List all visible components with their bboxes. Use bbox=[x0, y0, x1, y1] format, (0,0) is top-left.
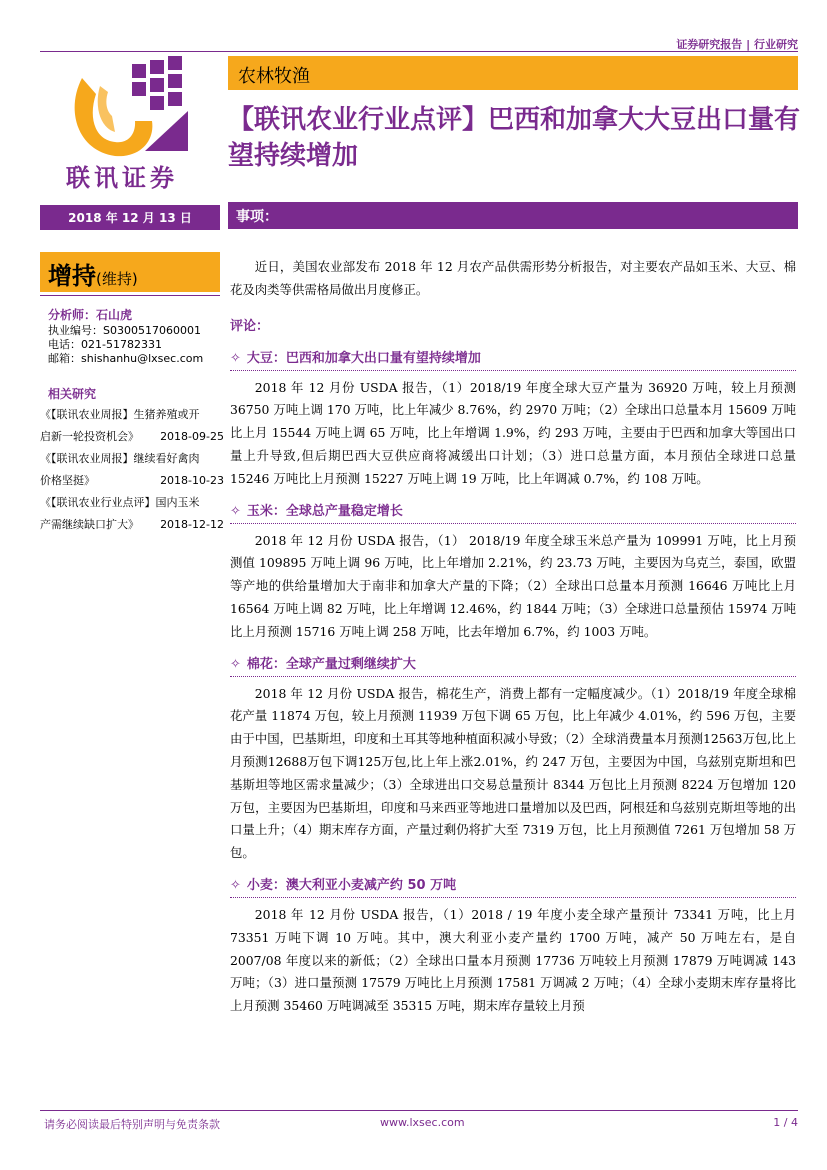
items-bar bbox=[228, 202, 798, 229]
analyst-license: 执业编号：S0300517060001 bbox=[48, 324, 201, 337]
related-research-item[interactable] bbox=[40, 492, 224, 536]
section-text-corn: 2018 年 12 月份 USDA 报告，（1） 2018/19 年度全球玉米总产量为 109991 万吨，比上月预测值 109895 万吨上调 96 万吨，比上年增加 2.21%，约 23.73 万吨，主要因为乌克兰，泰国，欧盟等产地的供给量增加大于南非和加拿大产量的下降；（2）全球出口总量本月预测 16646 万吨比上月 16564 万吨上调 82 万吨，比上年增调 12.46%，约 1844 万吨；（3）全球进口总量预估 15974 万吨比上月预测 15716 万吨上调 258 万吨，比去年增加 6.7%，约 1003 万吨。 bbox=[230, 532, 796, 639]
analyst-info bbox=[48, 324, 203, 366]
section-heading-corn bbox=[230, 501, 796, 524]
section-headline: 全球总产量稳定增长 bbox=[285, 503, 403, 519]
section-headline: 全球产量过剩继续扩大 bbox=[285, 656, 416, 672]
report-type-label: 证券研究报告 | 行业研究 bbox=[676, 38, 798, 51]
page-number: 1 / 4 bbox=[773, 1116, 798, 1129]
analyst-phone: 电话：021-51782331 bbox=[48, 338, 162, 351]
rating bbox=[48, 256, 138, 291]
related-research-item[interactable] bbox=[40, 448, 224, 492]
sector-label: 农林牧渔 bbox=[238, 66, 310, 87]
diamond-icon: ✧ bbox=[230, 350, 241, 366]
footer-disclaimer-link[interactable]: 请务必阅读最后特别声明与免责条款 bbox=[44, 1118, 220, 1131]
related-date: 2018-09-25 bbox=[160, 430, 224, 443]
related-title-line1: 《【联讯农业周报】继续看好禽肉 bbox=[40, 452, 200, 465]
intro-paragraph: 近日，美国农业部发布 2018 年 12 月农产品供需形势分析报告，对主要农产品如玉米、大豆、棉花及肉类等供需格局做出月度修正。 bbox=[230, 259, 796, 297]
analyst-heading: 分析师：石山虎 bbox=[48, 308, 133, 322]
diamond-icon: ✧ bbox=[230, 877, 241, 893]
section-headline: 澳大利亚小麦减产约 50 万吨 bbox=[285, 877, 457, 893]
related-research-item[interactable] bbox=[40, 404, 224, 448]
related-title-line1: 《【联讯农业行业点评】国内玉米 bbox=[40, 496, 200, 509]
related-date: 2018-10-23 bbox=[160, 474, 224, 487]
related-title-line2: 产需继续缺口扩大》 bbox=[40, 518, 139, 531]
analyst-email: 邮箱：shishanhu@lxsec.com bbox=[48, 352, 204, 365]
comment-label: 评论： bbox=[230, 318, 270, 334]
header-divider bbox=[40, 51, 798, 52]
related-research-list bbox=[40, 404, 224, 536]
section-crop: 大豆： bbox=[246, 350, 286, 366]
rating-sub: (维持) bbox=[96, 270, 138, 288]
related-title-line2: 启新一轮投资机会》 bbox=[40, 430, 139, 443]
report-title: 【联讯农业行业点评】巴西和加拿大大豆出口量有望持续增加 bbox=[228, 105, 801, 171]
section-crop: 小麦： bbox=[246, 877, 286, 893]
section-text-wheat: 2018 年 12 月份 USDA 报告，（1）2018 / 19 年度小麦全球产量预计 73341 万吨，比上月 73351 万吨下调 10 万吨。其中，澳大利亚小麦产量约 1700 万吨，减产 50 万吨左右，是自 2007/08 年度以来的新低；（2）全球出口量本月预测 17736 万吨较上月预测 17879 万吨调减 143 万吨；（3）进口量预测 17579 万吨比上月预测 17581 万调减 2 万吨；（4）全球小麦期末库存量将比上月预测 35460 万吨调减至 35315 万吨，期末库存量较上月预 bbox=[230, 906, 796, 1014]
report-date: 2018 年 12 月 13 日 bbox=[68, 211, 192, 225]
rating-main: 增持 bbox=[48, 262, 96, 290]
section-text-soybean: 2018 年 12 月份 USDA 报告，（1）2018/19 年度全球大豆产量为 36920 万吨，较上月预测 36750 万吨上调 170 万吨，比上年减少 8.76%，约 2970 万吨；（2）全球出口总量本月 15609 万吨比上月 15544 万吨上调 65 万吨，比上年增调 1.9%，约 293 万吨，主要由于巴西和加拿大等国出口量上升导致,但后期巴西大豆供应商将减缓出口计划；（3）进口总量方面，本月预估全球进口总量 15246 万吨比上月预测 15227 万吨上调 19 万吨，比上年调减 0.7%，约 108 万吨。 bbox=[230, 379, 796, 486]
diamond-icon: ✧ bbox=[230, 656, 241, 672]
section-heading-wheat bbox=[230, 875, 796, 898]
diamond-icon: ✧ bbox=[230, 503, 241, 519]
section-heading-cotton bbox=[230, 654, 796, 677]
section-text-cotton: 2018 年 12 月份 USDA 报告，棉花生产，消费上都有一定幅度减少。（1）2018/19 年度全球棉花产量 11874 万包，较上月预测 11939 万包下调 65 万包，比上年减少 4.01%，约 596 万包，主要由于中国，巴基斯坦，印度和土耳其等地种植面积减小导致；（2）全球消费量本月预测12563万包,比上月预测12688万包下调125万包,比上年上涨2.01%，约 247 万包，主要因为中国，乌兹别克斯坦和巴基斯坦等地区需求量减少；（3）全球进出口交易总量预计 8344 万包比上月预测 8224 万包增加 120 万包，主要因为巴基斯坦，印度和马来西亚等地进口量增加以及巴西，阿根廷和乌兹别克斯坦等地的出口量上升；（4）期末库存方面，产量过剩仍将扩大至 7319 万包，比上月预测值 7261 万包增加 58 万包。 bbox=[230, 685, 796, 861]
items-label: 事项： bbox=[236, 209, 278, 225]
section-crop: 玉米： bbox=[246, 503, 286, 519]
report-body bbox=[230, 256, 796, 1018]
footer-divider bbox=[40, 1110, 798, 1111]
related-date: 2018-12-12 bbox=[160, 518, 224, 531]
sidebar-divider bbox=[40, 295, 220, 296]
related-title-line1: 《【联讯农业周报】生猪养殖或开 bbox=[40, 408, 200, 421]
related-research-heading: 相关研究 bbox=[48, 387, 97, 401]
section-headline: 巴西和加拿大出口量有望持续增加 bbox=[285, 350, 481, 366]
section-crop: 棉花： bbox=[246, 656, 286, 672]
related-title-line2: 价格坚挺》 bbox=[40, 474, 95, 487]
sector-bar bbox=[228, 56, 798, 90]
section-heading-soybean bbox=[230, 348, 796, 371]
logo-text: 联讯证券 bbox=[66, 163, 178, 192]
footer-website-link[interactable]: www.lxsec.com bbox=[380, 1116, 465, 1129]
